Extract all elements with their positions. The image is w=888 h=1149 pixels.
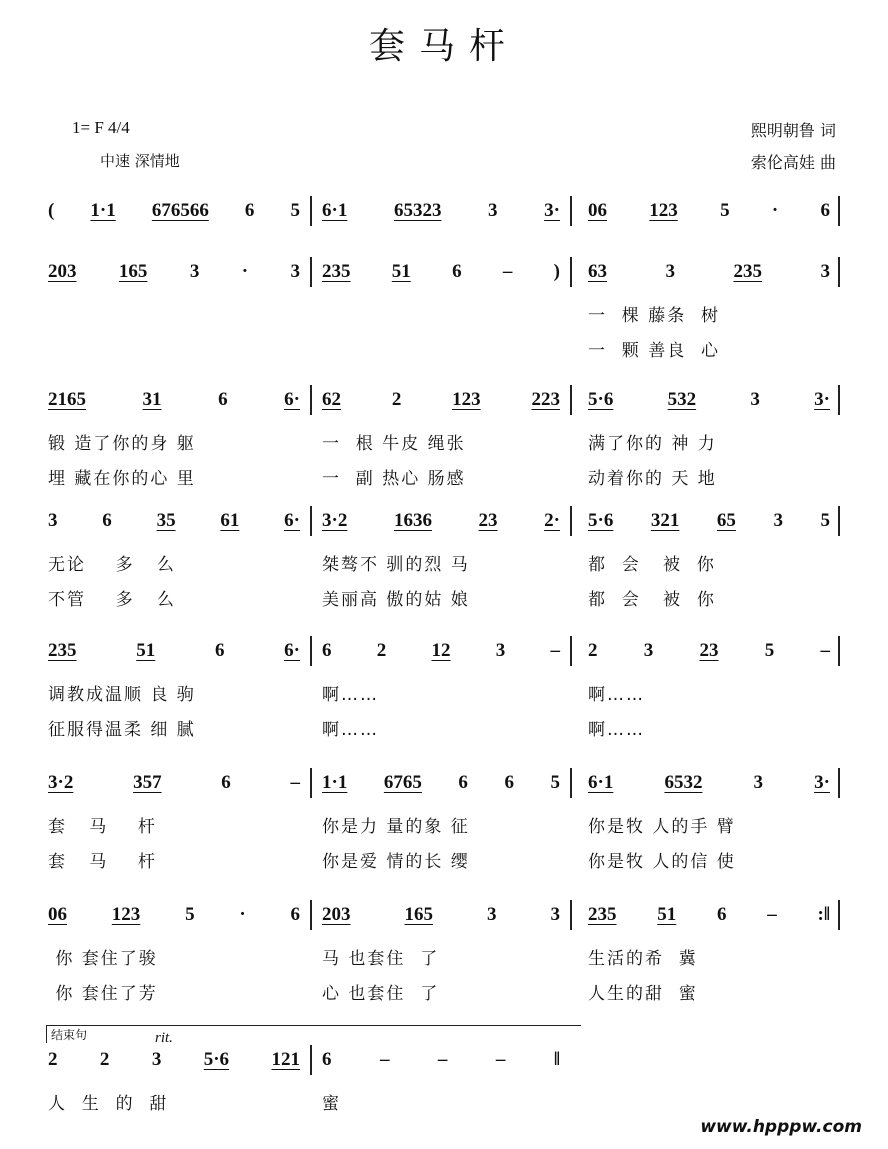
note-group: 3 bbox=[643, 640, 654, 661]
song-title: 套马杆 bbox=[368, 26, 519, 67]
lyric-verse-2: 一 颗 善良 心 bbox=[588, 341, 721, 361]
note-group: 51 bbox=[657, 904, 677, 925]
lyric-verse-2: 套 马 杆 bbox=[48, 852, 157, 872]
note-group: – bbox=[550, 640, 560, 661]
note-group: – bbox=[767, 904, 777, 925]
measure bbox=[322, 768, 560, 798]
lyric-verse-1: 啊…… bbox=[322, 685, 379, 705]
note-group: 6· bbox=[284, 389, 300, 410]
bar-line bbox=[838, 636, 840, 666]
bar-line bbox=[838, 506, 840, 536]
note-group: 123 bbox=[452, 389, 481, 410]
note-group: 2· bbox=[544, 510, 560, 531]
note-group: 2 bbox=[588, 640, 598, 661]
lyric-verse-2: 征服得温柔 细 腻 bbox=[48, 720, 196, 740]
ending-label: 结束句 bbox=[46, 1025, 581, 1043]
bar-line bbox=[310, 768, 312, 798]
lyric-verse-2: 心 也套住 了 bbox=[322, 984, 440, 1004]
lyric-verse-2: 不管 多 么 bbox=[48, 590, 176, 610]
bar-line bbox=[310, 506, 312, 536]
note-group: 06 bbox=[48, 904, 67, 925]
lyric-verse-2: 一 副 热心 肠感 bbox=[322, 469, 466, 489]
lyric-verse-2: 动着你的 天 地 bbox=[588, 469, 717, 489]
measure bbox=[48, 196, 300, 226]
lyric-verse-2: 啊…… bbox=[322, 720, 379, 740]
lyric-verse-1: 锻 造了你的身 躯 bbox=[48, 434, 196, 454]
lyric-verse-1: 你是牧 人的手 臂 bbox=[588, 817, 736, 837]
measure bbox=[322, 1045, 560, 1075]
note-group: 5 bbox=[820, 510, 830, 531]
lyric-verse-1: 人 生 的 甜 bbox=[48, 1094, 169, 1114]
note-group: 3 bbox=[189, 261, 200, 282]
note-group: 23 bbox=[699, 640, 719, 661]
note-group: 6765 bbox=[383, 772, 422, 793]
note-group: 5·6 bbox=[203, 1049, 230, 1070]
note-group: 3 bbox=[488, 200, 498, 221]
bar-line bbox=[838, 196, 840, 226]
note-group: 1·1 bbox=[322, 772, 348, 793]
note-group: 6 bbox=[452, 261, 462, 282]
lyric-verse-2: 都 会 被 你 bbox=[588, 590, 716, 610]
measure bbox=[48, 636, 300, 666]
tempo-marking: 中速 深情地 bbox=[100, 152, 180, 170]
note-group: 3 bbox=[290, 261, 300, 282]
note-group: 5 bbox=[290, 200, 300, 221]
note-group: 5 bbox=[720, 200, 730, 221]
note-group: 121 bbox=[271, 1049, 300, 1070]
note-group: 6·1 bbox=[322, 200, 348, 221]
measure bbox=[322, 636, 560, 666]
note-group: 123 bbox=[111, 904, 141, 925]
bar-line bbox=[570, 636, 572, 666]
key-signature: 1= F 4/4 bbox=[72, 118, 130, 137]
note-group: 203 bbox=[48, 261, 77, 282]
note-group: 23 bbox=[478, 510, 498, 531]
note-group: · bbox=[241, 261, 249, 282]
note-group: 3 bbox=[750, 389, 760, 410]
note-group: 31 bbox=[142, 389, 162, 410]
lyric-verse-1: 你是力 量的象 征 bbox=[322, 817, 470, 837]
ritardando-marking: rit. bbox=[155, 1030, 173, 1046]
bar-line bbox=[570, 385, 572, 415]
measure bbox=[588, 196, 830, 226]
measure bbox=[588, 257, 830, 287]
bar-line bbox=[570, 196, 572, 226]
note-group: 51 bbox=[136, 640, 156, 661]
measure bbox=[588, 900, 830, 930]
note-group: 6· bbox=[284, 510, 300, 531]
note-group: 3· bbox=[814, 772, 830, 793]
bar-line bbox=[310, 257, 312, 287]
measure bbox=[588, 636, 830, 666]
note-group: 62 bbox=[322, 389, 341, 410]
note-group: 235 bbox=[733, 261, 762, 282]
bar-line bbox=[838, 768, 840, 798]
note-group: 6 bbox=[322, 640, 332, 661]
note-group: 235 bbox=[588, 904, 617, 925]
note-group: 2 bbox=[376, 640, 387, 661]
measure bbox=[322, 257, 560, 287]
note-group: 6 bbox=[102, 510, 112, 531]
lyric-verse-2: 你 套住了芳 bbox=[48, 984, 158, 1004]
note-group: 65 bbox=[716, 510, 736, 531]
measure bbox=[48, 506, 300, 536]
bar-line bbox=[310, 900, 312, 930]
measure bbox=[48, 768, 300, 798]
lyric-verse-1: 生活的希 冀 bbox=[588, 949, 698, 969]
note-group: 3 bbox=[151, 1049, 162, 1070]
note-group: 3 bbox=[820, 261, 830, 282]
measure bbox=[588, 385, 830, 415]
bar-line bbox=[570, 506, 572, 536]
note-group: 532 bbox=[667, 389, 697, 410]
note-group: 3 bbox=[495, 640, 506, 661]
note-group: 6 bbox=[322, 1049, 332, 1070]
note-group: 6· bbox=[284, 640, 300, 661]
measure bbox=[48, 900, 300, 930]
note-group: 35 bbox=[156, 510, 176, 531]
lyric-verse-2: 你是牧 人的信 使 bbox=[588, 852, 736, 872]
measure bbox=[48, 385, 300, 415]
note-group: 6 bbox=[221, 772, 231, 793]
note-group: 3· bbox=[544, 200, 560, 221]
note-group: 3·2 bbox=[322, 510, 348, 531]
note-group: 3· bbox=[814, 389, 830, 410]
bar-line bbox=[310, 196, 312, 226]
measure bbox=[322, 196, 560, 226]
note-group: 165 bbox=[118, 261, 148, 282]
note-group: 3 bbox=[48, 510, 58, 531]
note-group: 235 bbox=[48, 640, 77, 661]
measure bbox=[322, 900, 560, 930]
note-group: – bbox=[437, 1049, 448, 1070]
note-group: 6 bbox=[820, 200, 830, 221]
note-group: 6532 bbox=[664, 772, 703, 793]
note-group: – bbox=[379, 1049, 390, 1070]
note-group: 2 bbox=[48, 1049, 58, 1070]
bar-line bbox=[570, 257, 572, 287]
note-group: · bbox=[239, 904, 246, 925]
measure bbox=[48, 1045, 300, 1075]
bar-line bbox=[570, 900, 572, 930]
note-group: 5·6 bbox=[588, 389, 614, 410]
note-group: ( bbox=[48, 200, 55, 221]
note-group: 6 bbox=[214, 640, 225, 661]
note-group: 223 bbox=[531, 389, 560, 410]
note-group: 3 bbox=[665, 261, 675, 282]
composer-credit: 索伦高娃 曲 bbox=[750, 153, 836, 172]
note-group: 6 bbox=[244, 200, 255, 221]
lyric-verse-1: 调教成温顺 良 驹 bbox=[48, 685, 196, 705]
note-group: 3 bbox=[753, 772, 764, 793]
note-group: – bbox=[495, 1049, 506, 1070]
bar-line bbox=[310, 636, 312, 666]
lyric-verse-2: 人生的甜 蜜 bbox=[588, 984, 698, 1004]
note-group: 6 bbox=[290, 904, 300, 925]
lyric-verse-1: 啊…… bbox=[588, 685, 645, 705]
lyric-verse-2: 美丽高 傲的姑 娘 bbox=[322, 590, 470, 610]
note-group: 06 bbox=[588, 200, 607, 221]
lyric-verse-1: 桀骜不 驯的烈 马 bbox=[322, 555, 470, 575]
lyric-verse-2: 啊…… bbox=[588, 720, 645, 740]
lyric-verse-1: 蜜 bbox=[322, 1094, 341, 1114]
lyric-verse-1: 无论 多 么 bbox=[48, 555, 176, 575]
lyric-verse-1: 马 也套住 了 bbox=[322, 949, 440, 969]
lyric-verse-1: 一 棵 藤条 树 bbox=[588, 306, 721, 326]
lyricist-credit: 熙明朝鲁 词 bbox=[750, 121, 836, 140]
note-group: 6 bbox=[717, 904, 727, 925]
note-group: – bbox=[290, 772, 300, 793]
bar-line bbox=[838, 257, 840, 287]
measure bbox=[322, 506, 560, 536]
bar-line bbox=[310, 385, 312, 415]
note-group: 12 bbox=[431, 640, 451, 661]
note-group: 61 bbox=[220, 510, 240, 531]
bar-line bbox=[838, 900, 840, 930]
note-group: 3 bbox=[773, 510, 783, 531]
note-group: 1·1 bbox=[90, 200, 116, 221]
note-group: – bbox=[820, 640, 830, 661]
measure bbox=[48, 257, 300, 287]
note-group: 1636 bbox=[393, 510, 432, 531]
note-group: 203 bbox=[322, 904, 351, 925]
note-group: ‖ bbox=[553, 1049, 560, 1070]
note-group: 51 bbox=[391, 261, 411, 282]
note-group: 3 bbox=[550, 904, 560, 925]
note-group: 5 bbox=[185, 904, 195, 925]
bar-line bbox=[838, 385, 840, 415]
note-group: 3 bbox=[487, 904, 497, 925]
note-group: 165 bbox=[404, 904, 433, 925]
bar-line bbox=[310, 1045, 312, 1075]
note-group: 6 bbox=[458, 772, 468, 793]
note-group: 3·2 bbox=[48, 772, 74, 793]
note-group: 321 bbox=[650, 510, 680, 531]
note-group: 5 bbox=[550, 772, 560, 793]
measure bbox=[588, 768, 830, 798]
measure bbox=[322, 385, 560, 415]
note-group: 2165 bbox=[48, 389, 86, 410]
lyric-verse-1: 你 套住了骏 bbox=[48, 949, 158, 969]
note-group: 5·6 bbox=[588, 510, 614, 531]
note-group: 676566 bbox=[151, 200, 209, 221]
lyric-verse-1: 一 根 牛皮 绳张 bbox=[322, 434, 466, 454]
measure bbox=[588, 506, 830, 536]
note-group: · bbox=[771, 200, 779, 221]
note-group: – bbox=[502, 261, 513, 282]
note-group: 65323 bbox=[393, 200, 442, 221]
note-group: 357 bbox=[133, 772, 162, 793]
note-group: 123 bbox=[649, 200, 678, 221]
note-group: 6·1 bbox=[588, 772, 614, 793]
note-group: :‖ bbox=[817, 904, 830, 925]
lyric-verse-2: 埋 藏在你的心 里 bbox=[48, 469, 196, 489]
note-group: 2 bbox=[99, 1049, 110, 1070]
watermark: www.hpppw.com bbox=[700, 1117, 862, 1137]
note-group: 6 bbox=[504, 772, 514, 793]
note-group: 235 bbox=[322, 261, 351, 282]
lyric-verse-1: 套 马 杆 bbox=[48, 817, 157, 837]
lyric-verse-1: 满了你的 神 力 bbox=[588, 434, 717, 454]
lyric-verse-2: 你是爱 情的长 缨 bbox=[322, 852, 470, 872]
note-group: 6 bbox=[218, 389, 228, 410]
note-group: ) bbox=[553, 261, 560, 282]
lyric-verse-1: 都 会 被 你 bbox=[588, 555, 716, 575]
note-group: 63 bbox=[588, 261, 607, 282]
note-group: 2 bbox=[391, 389, 402, 410]
note-group: 5 bbox=[764, 640, 775, 661]
bar-line bbox=[570, 768, 572, 798]
